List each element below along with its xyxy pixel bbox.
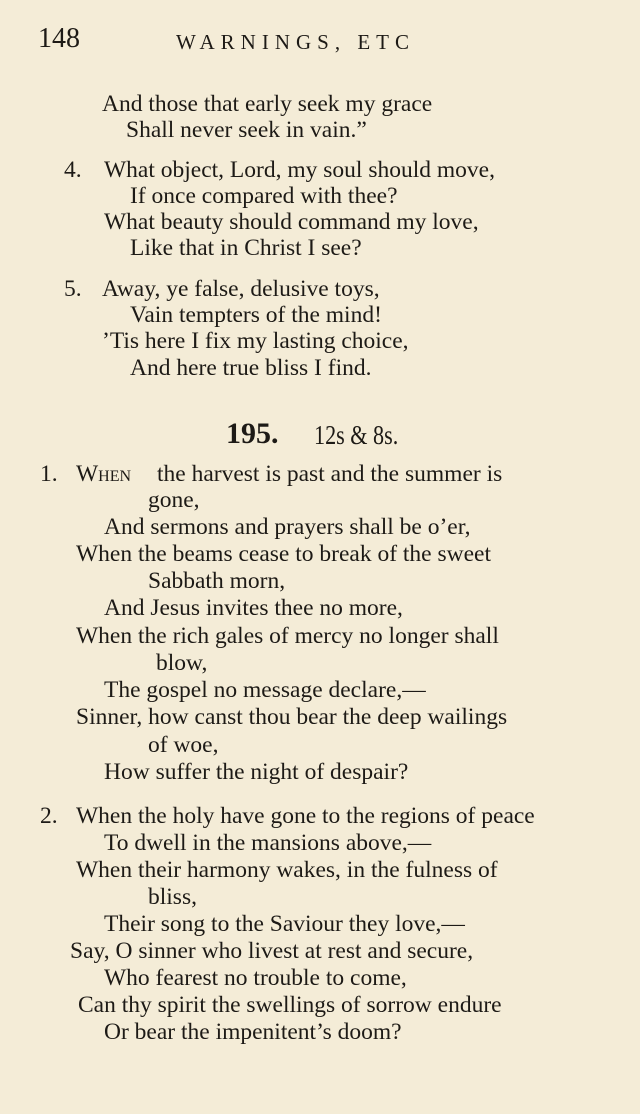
verse-line: When the holy have gone to the regions of peace <box>76 803 535 829</box>
verse-line: Can thy spirit the swellings of sorrow endure <box>78 992 502 1018</box>
verse-line: And sermons and prayers shall be o’er, <box>104 514 471 540</box>
verse-line: Who fearest no trouble to come, <box>104 965 407 991</box>
running-title: WARNINGS, ETC <box>176 30 415 54</box>
verse-line: of woe, <box>148 732 219 758</box>
verse-line: How suffer the night of despair? <box>104 759 409 785</box>
verse-line: Sinner, how canst thou bear the deep wailings <box>76 704 508 730</box>
verse-line: Say, O sinner who livest at rest and secure, <box>70 938 474 964</box>
prev-hymn-line: Like that in Christ I see? <box>130 235 362 261</box>
verse-line: When the beams cease to break of the sweet <box>76 541 491 567</box>
verse-number: 1. <box>40 461 58 487</box>
hymn-meter: 12s & 8s. <box>314 420 399 450</box>
prev-hymn-line: If once compared with thee? <box>130 183 398 209</box>
prev-hymn-line: ’Tis here I fix my lasting choice, <box>102 328 409 354</box>
verse-first-word: When <box>76 461 132 487</box>
verse-line: Their song to the Saviour they love,— <box>104 911 465 937</box>
verse-line: gone, <box>148 487 200 513</box>
prev-hymn-line: What object, Lord, my soul should move, <box>104 157 495 183</box>
verse-line: When their harmony wakes, in the fulness of <box>76 857 498 883</box>
verse-line: When the rich gales of mercy no longer shall <box>76 623 499 649</box>
page-number: 148 <box>38 23 80 54</box>
verse-line: bliss, <box>148 884 197 910</box>
prev-hymn-line: And those that early seek my grace <box>102 91 433 117</box>
verse-line: Or bear the impenitent’s doom? <box>104 1019 402 1045</box>
verse-number: 2. <box>40 803 58 829</box>
prev-hymn-line: Vain tempters of the mind! <box>130 302 382 328</box>
verse-line: the harvest is past and the summer is <box>157 461 503 487</box>
hymn-number: 195. <box>226 417 279 450</box>
verse-line: Sabbath morn, <box>148 568 286 594</box>
verse-line: And Jesus invites thee no more, <box>104 595 403 621</box>
prev-hymn-line: Away, ye false, delusive toys, <box>102 276 380 302</box>
verse-number: 5. <box>64 276 82 302</box>
verse-line: To dwell in the mansions above,— <box>104 830 432 856</box>
prev-hymn-line: Shall never seek in vain.” <box>126 117 367 143</box>
verse-line: blow, <box>156 650 208 676</box>
verse-number: 4. <box>64 157 82 183</box>
prev-hymn-line: What beauty should command my love, <box>104 209 479 235</box>
verse-line: The gospel no message declare,— <box>104 677 426 703</box>
prev-hymn-line: And here true bliss I find. <box>130 355 372 381</box>
